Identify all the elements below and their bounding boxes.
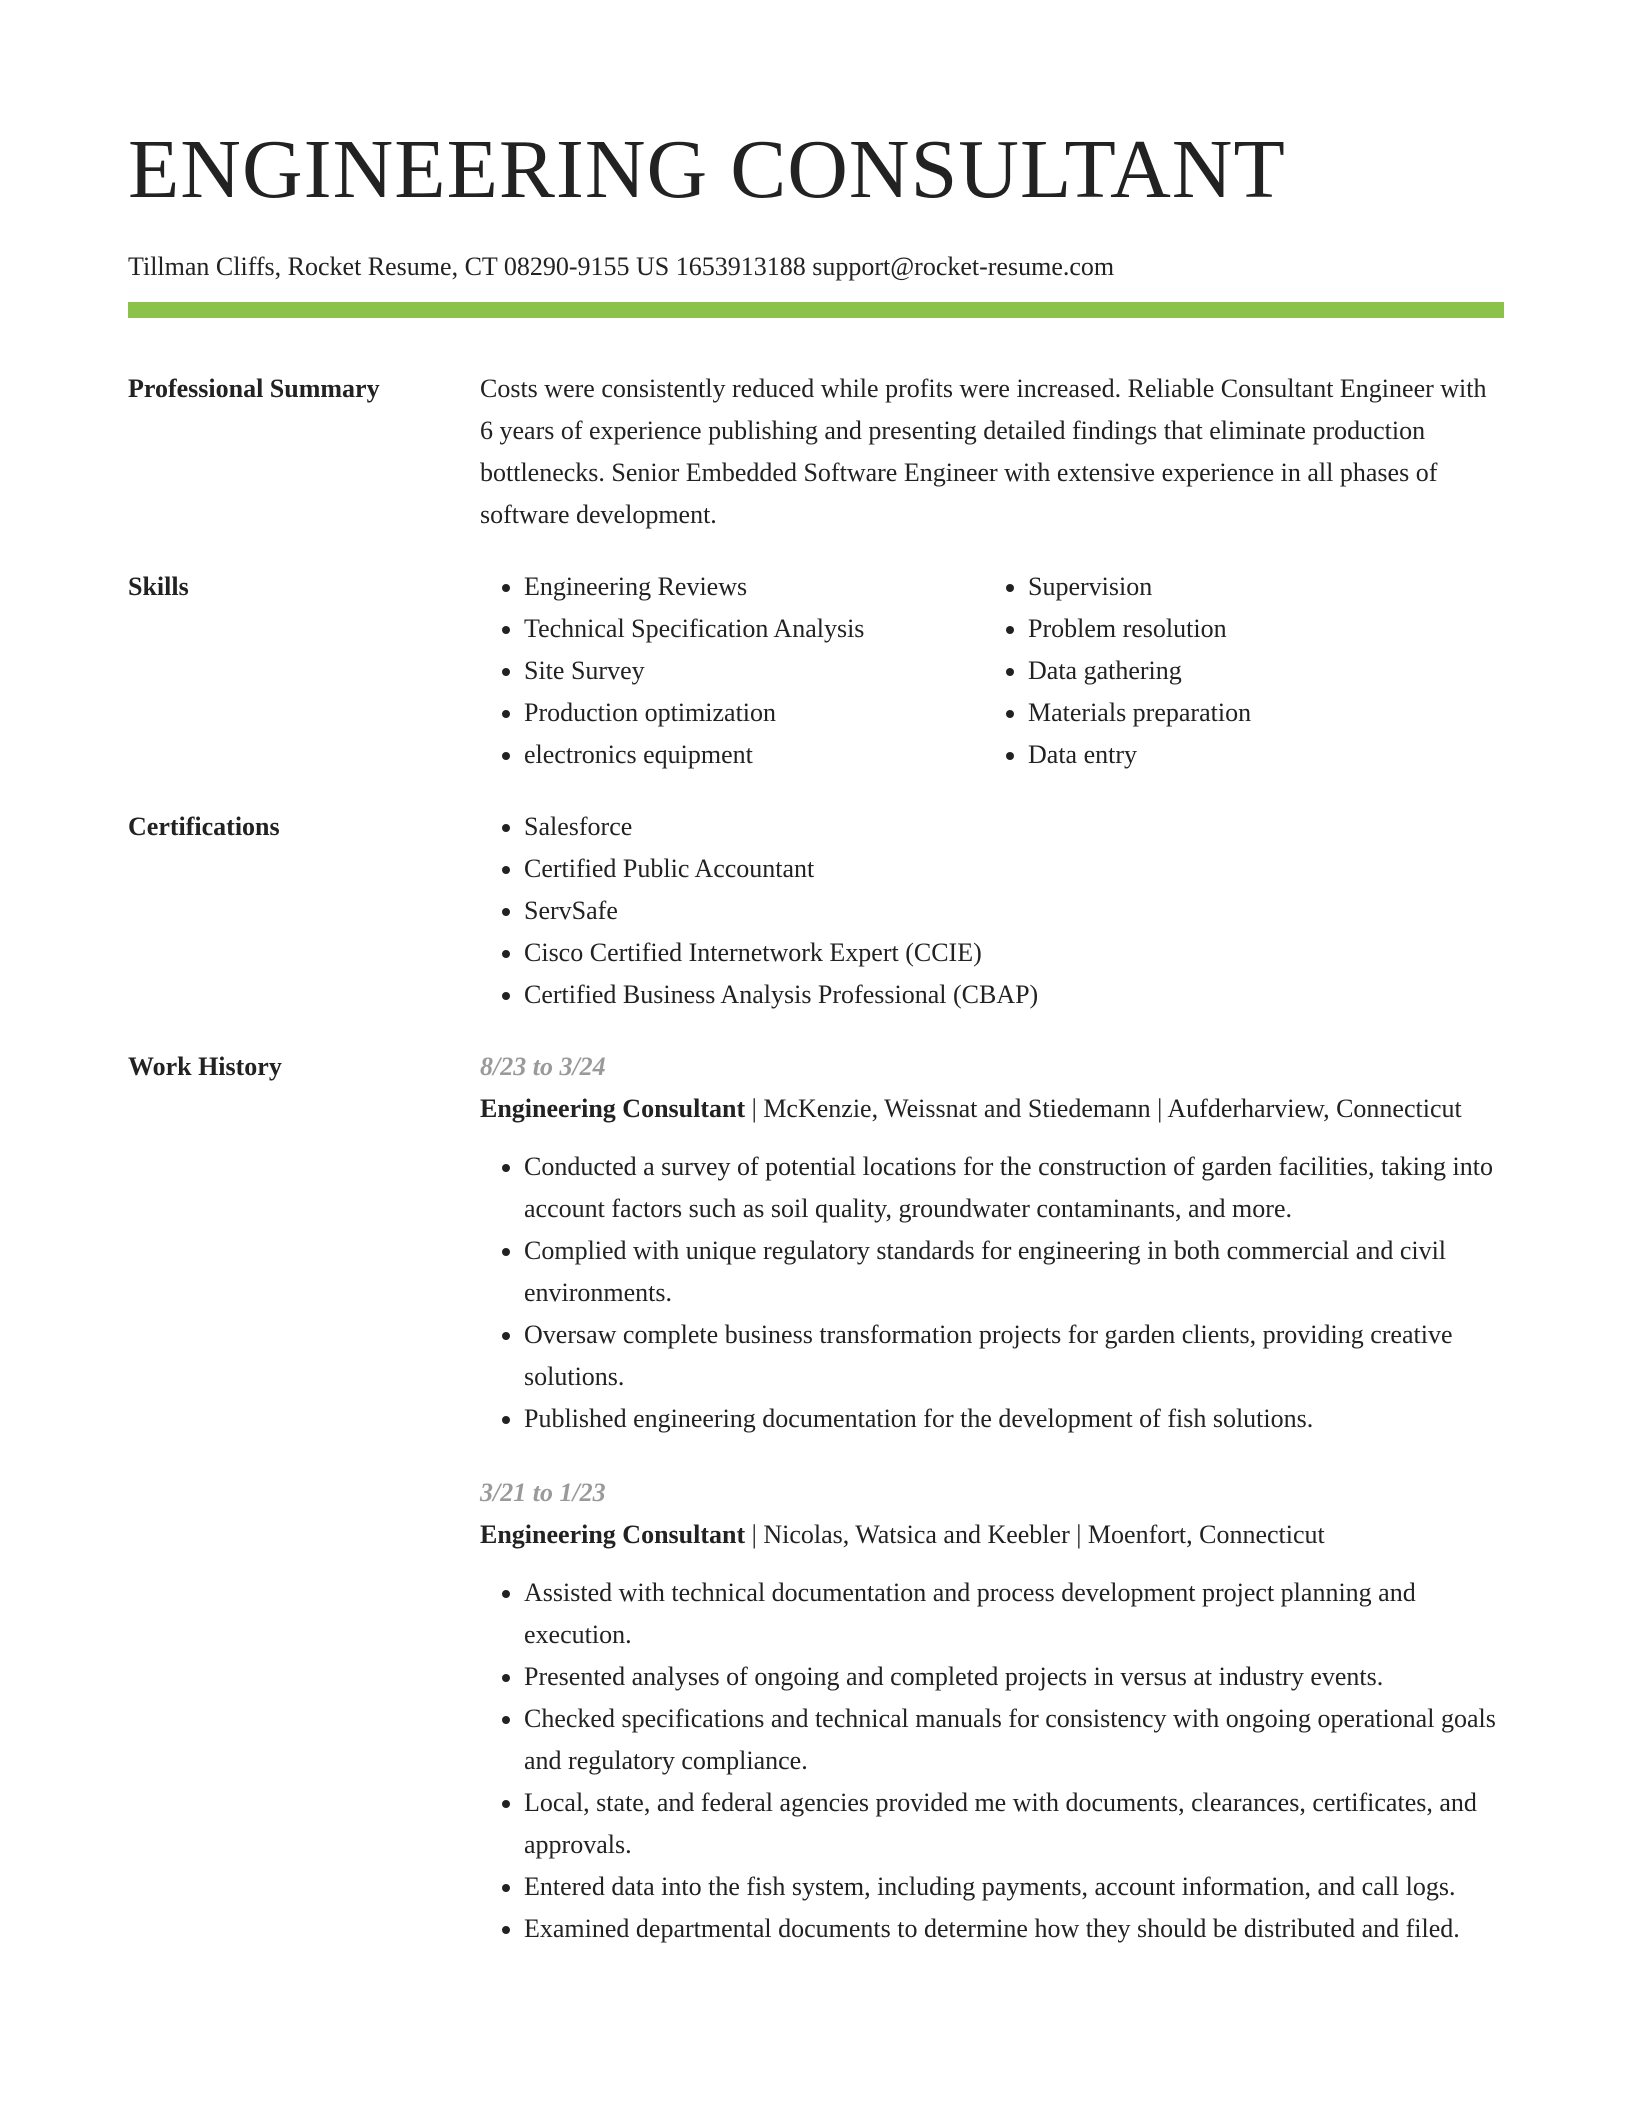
certifications-list [480,806,1504,1016]
work-history-body [480,1046,1504,1950]
skills-column-left [480,566,984,776]
job-header [480,1514,1504,1556]
job-bullets [480,1146,1504,1440]
certifications-section [128,806,1504,1016]
skill-item: • Data entry [1028,734,1488,776]
job-bullet: • Conducted a survey of potential locations for the construction of garden facilities, taking into account factors such as soil quality, groundwater contaminants, and more. [524,1146,1504,1230]
work-history-section [128,1046,1504,1950]
skills-list-left [480,566,984,776]
skill-item: • Problem resolution [1028,608,1488,650]
section-label: Work History [128,1052,282,1081]
resume-name: ENGINEERING CONSULTANT [128,123,1286,216]
section-label: Skills [128,572,189,601]
job-entry [480,1472,1504,1950]
skills-column-right [984,566,1488,776]
job-bullet: • Checked specifications and technical manuals for consistency with ongoing operational goals and regulatory compliance. [524,1698,1504,1782]
job-bullet: • Examined departmental documents to determine how they should be distributed and filed. [524,1908,1504,1950]
job-details: | McKenzie, Weissnat and Stiedemann | Aufderharview, Connecticut [745,1094,1462,1123]
certification-item: • ServSafe [524,890,1504,932]
job-bullet: • Oversaw complete business transformation projects for garden clients, providing creative solutions. [524,1314,1504,1398]
job-bullet: • Presented analyses of ongoing and completed projects in versus at industry events. [524,1656,1504,1698]
job-bullet: • Local, state, and federal agencies provided me with documents, clearances, certificates, and approvals. [524,1782,1504,1866]
summary-section [128,368,1504,536]
skill-item: • Production optimization [524,692,984,734]
certification-item: • Certified Public Accountant [524,848,1504,890]
certification-item: • Salesforce [524,806,1504,848]
skills-section [128,566,1504,776]
contact-line: Tillman Cliffs, Rocket Resume, CT 08290-9155 US 1653913188 support@rocket-resume.com [128,252,1115,281]
skills-body [480,566,1504,776]
job-bullet: • Published engineering documentation for the development of fish solutions. [524,1398,1504,1440]
skill-item: • Site Survey [524,650,984,692]
job-header [480,1088,1504,1130]
section-label: Certifications [128,812,280,841]
job-title: Engineering Consultant [480,1094,746,1123]
job-bullet: • Complied with unique regulatory standards for engineering in both commercial and civil environments. [524,1230,1504,1314]
skill-item: • electronics equipment [524,734,984,776]
skill-item: • Engineering Reviews [524,566,984,608]
skill-item: • Supervision [1028,566,1488,608]
job-bullets [480,1572,1504,1950]
job-title: Engineering Consultant [480,1520,746,1549]
certification-item: • Cisco Certified Internetwork Expert (CCIE) [524,932,1504,974]
job-bullet: • Entered data into the fish system, including payments, account information, and call logs. [524,1866,1504,1908]
section-label: Professional Summary [128,374,380,403]
job-entry [480,1046,1504,1440]
skills-list-right [984,566,1488,776]
summary-text: Costs were consistently reduced while profits were increased. Reliable Consultant Engineer with 6 years of experience publishing and presenting detailed findings that eliminate production bottlenecks. Senior Embedded Software Engineer with extensive experience in all phases of software development. [480,374,1487,529]
job-dates: 8/23 to 3/24 [480,1052,606,1081]
job-bullet: • Assisted with technical documentation and process development project planning and execution. [524,1572,1504,1656]
header-divider [128,302,1504,318]
skill-item: • Data gathering [1028,650,1488,692]
job-details: | Nicolas, Watsica and Keebler | Moenfort, Connecticut [745,1520,1325,1549]
skill-item: • Materials preparation [1028,692,1488,734]
job-dates: 3/21 to 1/23 [480,1478,606,1507]
skill-item: • Technical Specification Analysis [524,608,984,650]
summary-body [480,368,1504,536]
certification-item: • Certified Business Analysis Professional (CBAP) [524,974,1504,1016]
certifications-body [480,806,1504,1016]
